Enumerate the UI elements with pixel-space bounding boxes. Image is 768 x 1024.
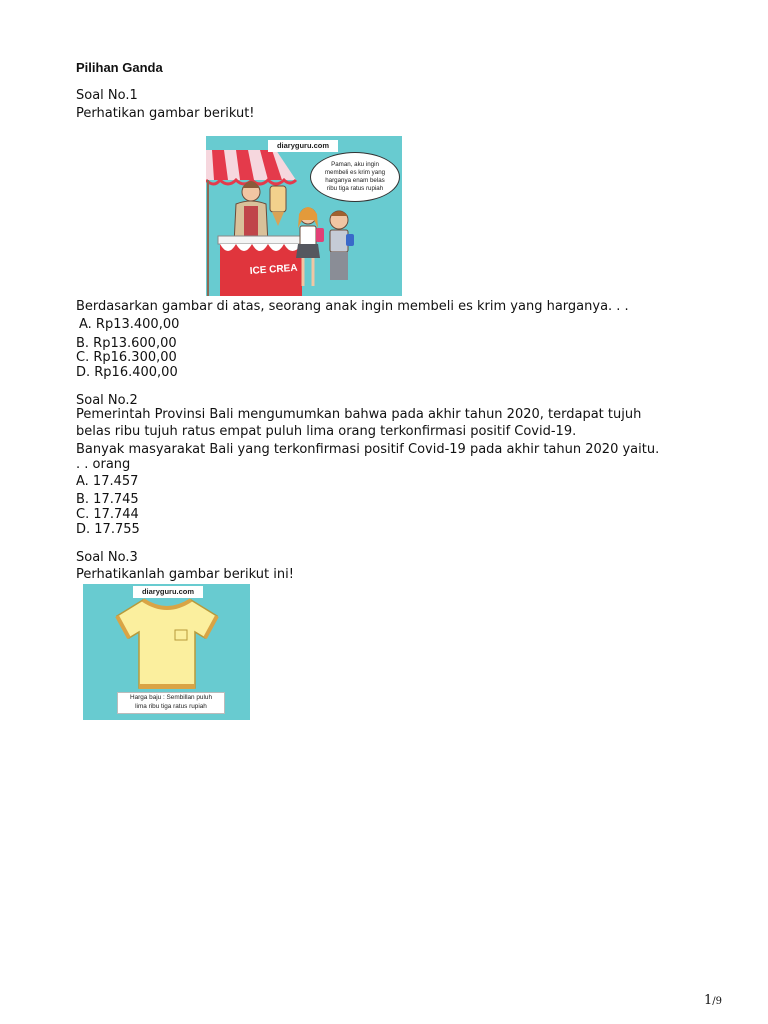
q1-option-c: C. Rp16.300,00 [76, 350, 177, 365]
speech-line: harganya enam belas [325, 177, 385, 184]
q1-prompt: Perhatikan gambar berikut! [76, 106, 255, 121]
price-line: Harga baju : Sembillan puluh [129, 694, 213, 701]
q1-image-brand: diaryguru.com [268, 140, 338, 152]
section-title: Pilihan Ganda [76, 60, 163, 75]
q3-prompt: Perhatikanlah gambar berikut ini! [76, 567, 294, 582]
q2-option-d: D. 17.755 [76, 522, 140, 537]
q2-option-c: C. 17.744 [76, 507, 139, 522]
q3-label: Soal No.3 [76, 550, 138, 565]
q1-option-b: B. Rp13.600,00 [76, 336, 177, 351]
speech-line: Paman, aku ingin [331, 161, 379, 168]
speech-bubble [310, 152, 400, 202]
q2-text-line: belas ribu tujuh ratus empat puluh lima orang terkonfirmasi positif Covid-19. [76, 424, 577, 439]
speech-line: ribu tiga ratus rupiah [326, 185, 384, 192]
cart-label: ICE CREA [249, 262, 298, 277]
q1-option-a: A. Rp13.400,00 [79, 317, 180, 332]
page-current: 1 [704, 993, 713, 1008]
shirt-illustration [83, 584, 250, 720]
q1-question: Berdasarkan gambar di atas, seorang anak ingin membeli es krim yang harganya. . . [76, 299, 629, 314]
q2-option-b: B. 17.745 [76, 492, 139, 507]
ice-cream-illustration [206, 136, 402, 296]
q2-text-line: Pemerintah Provinsi Bali mengumumkan bahwa pada akhir tahun 2020, terdapat tujuh [76, 407, 642, 422]
q2-text-line: . . orang [76, 457, 131, 472]
page-total: /9 [712, 996, 723, 1007]
speech-line: membeli es krim yang [324, 169, 386, 176]
q2-option-a: A. 17.457 [76, 474, 139, 489]
q1-option-d: D. Rp16.400,00 [76, 365, 178, 380]
q2-label: Soal No.2 [76, 393, 138, 408]
page-number [704, 993, 722, 1008]
price-line: lima ribu tiga ratus rupiah [135, 702, 207, 710]
price-label-box [117, 692, 225, 714]
q2-text-line: Banyak masyarakat Bali yang terkonfirmasi positif Covid-19 pada akhir tahun 2020 yaitu. [76, 442, 660, 457]
q3-image-brand: diaryguru.com [133, 586, 203, 598]
q1-label: Soal No.1 [76, 88, 138, 103]
